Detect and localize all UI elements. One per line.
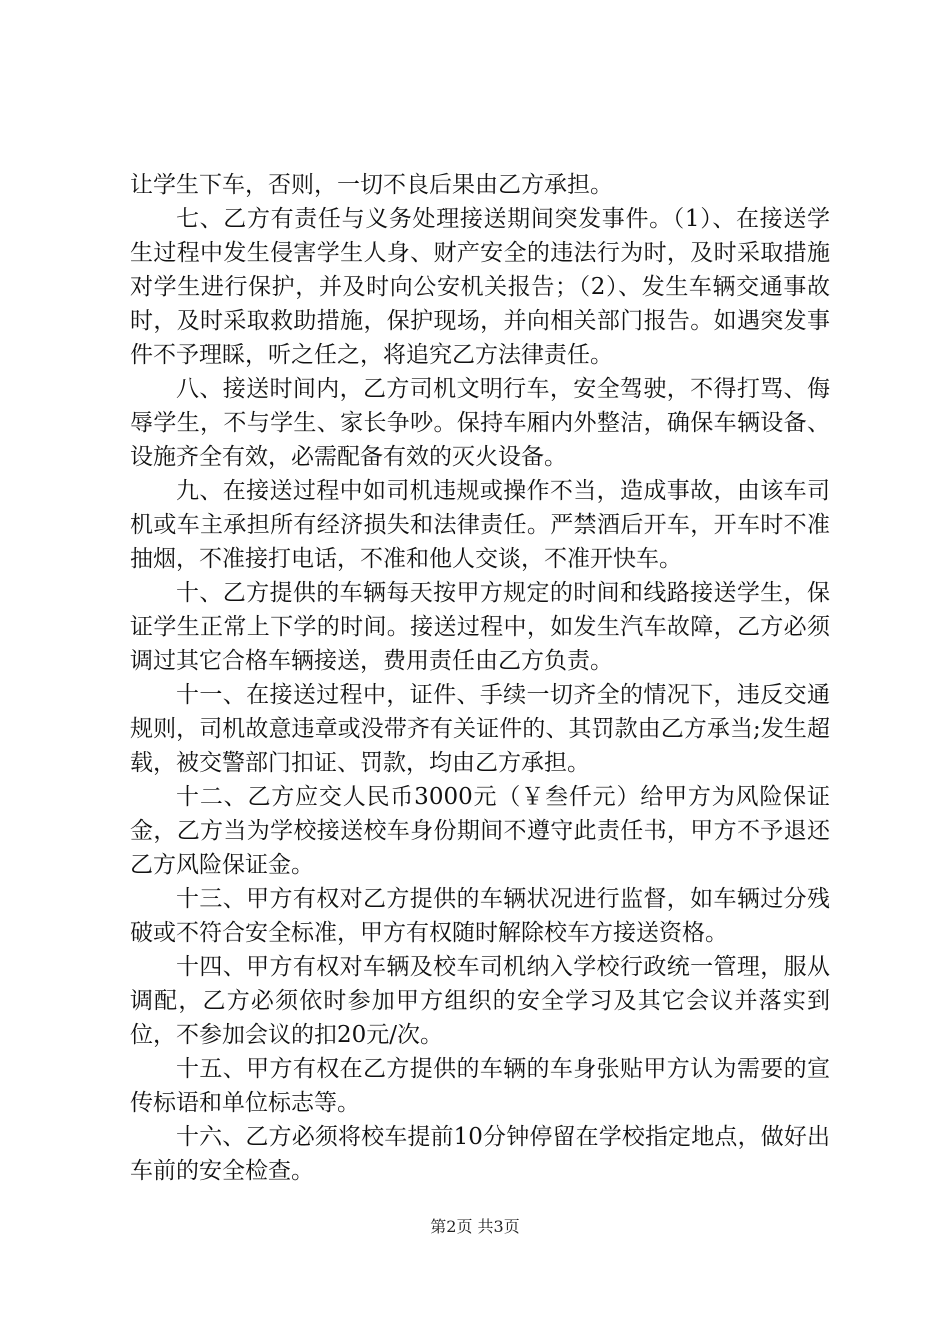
paragraph-continued: 让学生下车，否则，一切不良后果由乙方承担。 <box>130 172 613 198</box>
paragraph-clause-12: 十二、乙方应交人民币3000元（￥叁仟元）给甲方为风险保证金，乙方当为学校接送校车身份期间不遵守此责任书，甲方不予退还乙方风险保证金。 <box>130 784 830 878</box>
paragraph-clause-15: 十五、甲方有权在乙方提供的车辆的车身张贴甲方认为需要的宣传标语和单位标志等。 <box>130 1056 830 1116</box>
paragraph-clause-11: 十一、在接送过程中，证件、手续一切齐全的情况下，违反交通规则，司机故意违章或没带齐有关证件的、其罚款由乙方承当;发生超载，被交警部门扣证、罚款，均由乙方承担。 <box>130 682 830 776</box>
paragraph-clause-14: 十四、甲方有权对车辆及校车司机纳入学校行政统一管理，服从调配，乙方必须依时参加甲方组织的安全学习及其它会议并落实到位，不参加会议的扣20元/次。 <box>130 954 830 1048</box>
paragraph-clause-9: 九、在接送过程中如司机违规或操作不当，造成事故，由该车司机或车主承担所有经济损失和法律责任。严禁酒后开车，开车时不准抽烟，不准接打电话，不准和他人交谈，不准开快车。 <box>130 478 830 572</box>
paragraph-clause-7: 七、乙方有责任与义务处理接送期间突发事件。（1）、在接送学生过程中发生侵害学生人身、财产安全的违法行为时，及时采取措施对学生进行保护，并及时向公安机关报告；（2）、发生车辆交通事故时，及时采取救助措施，保护现场，并向相关部门报告。如遇突发事件不予理睬，听之任之，将追究乙方法律责任。 <box>130 206 830 368</box>
page-footer: 第2页 共3页 <box>430 1217 520 1236</box>
paragraph-clause-16: 十六、乙方必须将校车提前10分钟停留在学校指定地点，做好出车前的安全检查。 <box>130 1124 830 1184</box>
paragraph-clause-8: 八、接送时间内，乙方司机文明行车，安全驾驶，不得打骂、侮辱学生，不与学生、家长争吵。保持车厢内外整洁，确保车辆设备、设施齐全有效，必需配备有效的灭火设备。 <box>130 376 830 470</box>
document-body <box>130 168 830 1188</box>
paragraph-clause-10: 十、乙方提供的车辆每天按甲方规定的时间和线路接送学生，保证学生正常上下学的时间。接送过程中，如发生汽车故障，乙方必须调过其它合格车辆接送，费用责任由乙方负责。 <box>130 580 830 674</box>
paragraph-clause-13: 十三、甲方有权对乙方提供的车辆状况进行监督，如车辆过分残破或不符合安全标准，甲方有权随时解除校车方接送资格。 <box>130 886 830 946</box>
